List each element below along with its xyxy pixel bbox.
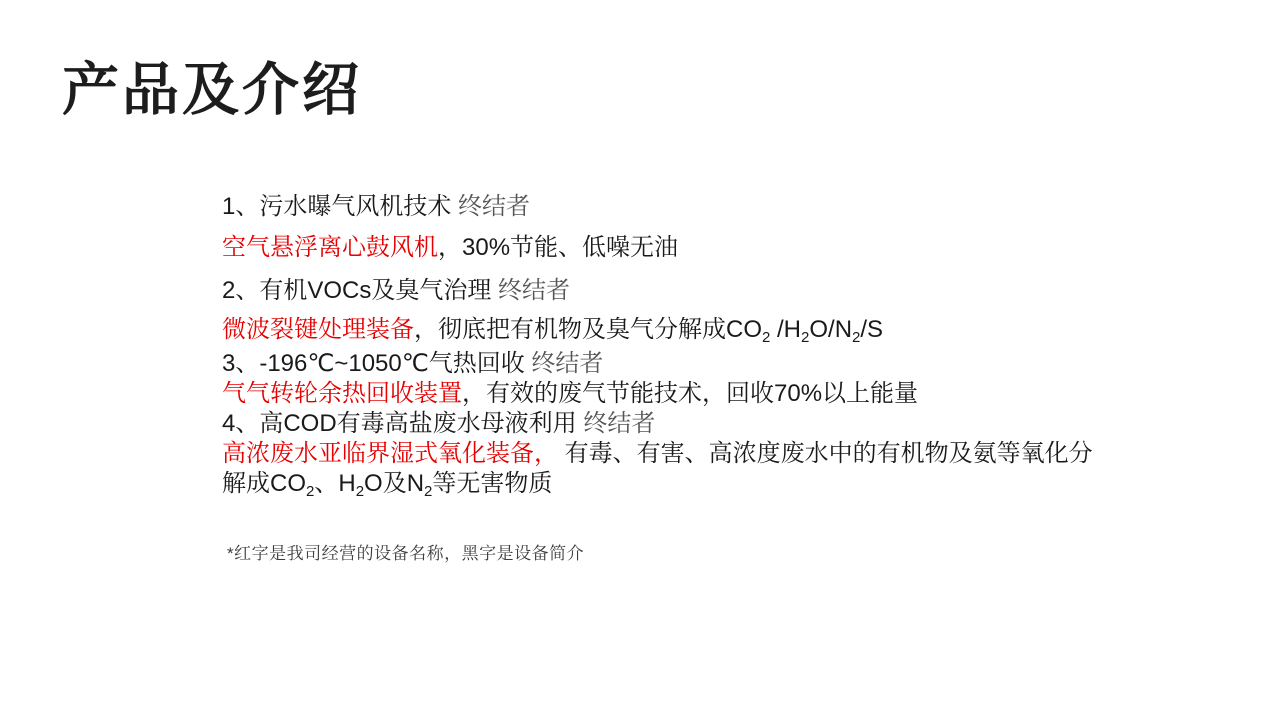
text-line [222, 379, 1234, 409]
description-text: 2 [424, 483, 433, 500]
text-line [222, 192, 1234, 222]
description-text: ，30%节能、低噪无油 [438, 234, 679, 261]
terminator-label: 终结者 [531, 350, 604, 377]
device-name-text: 微波裂键处理装备 [222, 316, 414, 343]
description-text: 、H [314, 470, 356, 497]
description-text: 2 [355, 483, 365, 500]
description-text: /S [860, 316, 884, 343]
text-line [222, 276, 1234, 306]
description-text: ，彻底把有机物及臭气分解成CO [414, 316, 762, 343]
description-text: 等无害物质 [432, 470, 553, 497]
description-text: 2 [306, 483, 315, 500]
description-text: 4、高COD有毒高盐废水母液利用 [222, 410, 584, 437]
terminator-label: 终结者 [458, 193, 531, 220]
description-text: O及N [364, 470, 425, 497]
description-text: 解成CO [222, 470, 306, 497]
device-name-text: 气气转轮余热回收装置 [222, 380, 462, 407]
terminator-label: 终结者 [583, 410, 656, 437]
device-name-text: 高浓废水亚临界湿式氧化装备， [222, 440, 558, 467]
description-text: /H [770, 316, 802, 343]
description-text: 1、污水曝气风机技术 [222, 193, 459, 220]
text-line [222, 409, 1234, 439]
slide-title: 产品及介绍 [62, 58, 362, 122]
description-text: 2 [801, 329, 810, 346]
text-line [222, 233, 1234, 263]
terminator-label: 终结者 [498, 277, 571, 304]
text-line [222, 349, 1234, 379]
footnote: *红字是我司经营的设备名称，黑字是设备简介 [227, 544, 585, 563]
description-text: O/N [809, 316, 853, 343]
product-list [222, 192, 1234, 499]
description-text: ，有效的废气节能技术，回收70%以上能量 [462, 380, 919, 407]
description-text: 2、有机VOCs及臭气治理 [222, 277, 499, 304]
description-text: 3、-196℃~1050℃气热回收 [222, 350, 532, 377]
device-name-text: 空气悬浮离心鼓风机 [222, 234, 438, 261]
description-text: 有毒、有害、高浓度废水中的有机物及氨等氧化分 [558, 440, 1093, 467]
text-line [222, 315, 1234, 345]
description-text: 2 [762, 329, 771, 346]
text-line [222, 439, 1234, 469]
text-line [222, 469, 1234, 499]
description-text: 2 [852, 329, 861, 346]
